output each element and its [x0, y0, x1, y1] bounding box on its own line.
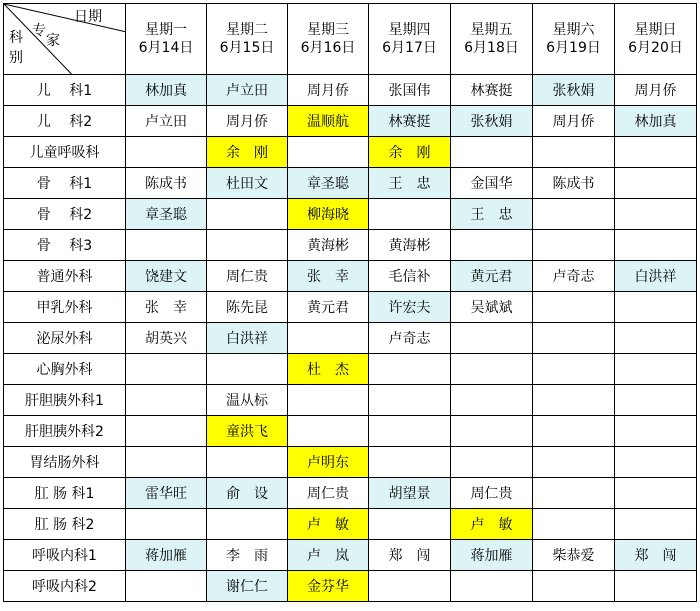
doctor-cell — [451, 354, 533, 385]
doctor-cell — [207, 354, 288, 385]
doctor-cell: 王 忠 — [369, 168, 451, 199]
doctor-cell: 卢立田 — [207, 75, 288, 106]
table-row — [4, 261, 697, 292]
department-cell: 骨 科1 — [4, 168, 126, 199]
doctor-cell: 林赛挺 — [451, 75, 533, 106]
doctor-cell — [126, 416, 207, 447]
table-row — [4, 75, 697, 106]
doctor-cell — [533, 323, 615, 354]
doctor-cell — [615, 323, 697, 354]
doctor-cell: 林赛挺 — [369, 106, 451, 137]
doctor-cell — [288, 323, 369, 354]
day-name: 星期日 — [634, 22, 677, 38]
doctor-cell: 黄海彬 — [369, 230, 451, 261]
table-row — [4, 137, 697, 168]
doctor-cell: 张 幸 — [288, 261, 369, 292]
doctor-cell — [207, 199, 288, 230]
day-header-2 — [207, 4, 288, 75]
doctor-cell: 饶建文 — [126, 261, 207, 292]
day-name: 星期三 — [307, 22, 349, 38]
doctor-cell — [288, 416, 369, 447]
doctor-cell — [126, 230, 207, 261]
doctor-cell — [533, 230, 615, 261]
doctor-cell — [615, 478, 697, 509]
doctor-cell: 王 忠 — [451, 199, 533, 230]
department-cell: 儿童呼吸科 — [4, 137, 126, 168]
table-row — [4, 478, 697, 509]
department-cell: 儿 科2 — [4, 106, 126, 137]
table-row — [4, 416, 697, 447]
department-cell: 骨 科2 — [4, 199, 126, 230]
doctor-cell: 余 刚 — [369, 137, 451, 168]
table-row — [4, 230, 697, 261]
day-date: 6月19日 — [546, 40, 601, 56]
doctor-cell — [126, 571, 207, 602]
table-row — [4, 199, 697, 230]
day-date: 6月18日 — [464, 40, 519, 56]
doctor-cell — [369, 385, 451, 416]
doctor-cell — [533, 478, 615, 509]
doctor-cell — [533, 199, 615, 230]
doctor-cell — [615, 354, 697, 385]
department-cell: 普通外科 — [4, 261, 126, 292]
department-cell: 泌尿外科 — [4, 323, 126, 354]
day-name: 星期一 — [145, 22, 187, 38]
doctor-cell — [533, 416, 615, 447]
department-cell: 肛 肠 科2 — [4, 509, 126, 540]
doctor-cell: 谢仁仁 — [207, 571, 288, 602]
department-cell: 甲乳外科 — [4, 292, 126, 323]
doctor-cell: 金芬华 — [288, 571, 369, 602]
doctor-cell: 温从标 — [207, 385, 288, 416]
doctor-cell — [615, 509, 697, 540]
doctor-cell: 毛信补 — [369, 261, 451, 292]
doctor-cell — [615, 416, 697, 447]
doctor-cell: 胡望景 — [369, 478, 451, 509]
doctor-cell — [533, 354, 615, 385]
department-cell: 骨 科3 — [4, 230, 126, 261]
day-name: 星期二 — [226, 22, 268, 38]
corner-dept-label: 科别 — [9, 30, 23, 66]
department-cell: 胃结肠外科 — [4, 447, 126, 478]
day-header-1 — [126, 4, 207, 75]
doctor-cell: 黄元君 — [451, 261, 533, 292]
table-row — [4, 509, 697, 540]
header-row — [4, 4, 697, 75]
doctor-cell — [615, 199, 697, 230]
doctor-cell: 卢 岚 — [288, 540, 369, 571]
doctor-cell: 余 刚 — [207, 137, 288, 168]
corner-expert-char-1: 专 — [32, 23, 46, 39]
day-header-6 — [533, 4, 615, 75]
doctor-cell — [615, 571, 697, 602]
doctor-cell — [451, 323, 533, 354]
doctor-cell: 郑 闯 — [369, 540, 451, 571]
doctor-cell: 张秋娟 — [533, 75, 615, 106]
day-date: 6月16日 — [300, 40, 356, 56]
doctor-cell — [369, 571, 451, 602]
table-row — [4, 106, 697, 137]
table-row — [4, 168, 697, 199]
day-name: 星期五 — [470, 22, 513, 38]
doctor-cell: 卢 敏 — [451, 509, 533, 540]
day-header-4 — [369, 4, 451, 75]
table-row — [4, 292, 697, 323]
table-row — [4, 323, 697, 354]
doctor-cell — [533, 571, 615, 602]
doctor-cell — [126, 354, 207, 385]
doctor-cell — [207, 230, 288, 261]
doctor-cell: 周仁贵 — [288, 478, 369, 509]
doctor-cell: 陈成书 — [126, 168, 207, 199]
doctor-cell — [369, 199, 451, 230]
doctor-cell: 黄海彬 — [288, 230, 369, 261]
doctor-cell — [533, 137, 615, 168]
department-cell: 肝胆胰外科2 — [4, 416, 126, 447]
doctor-cell — [451, 230, 533, 261]
doctor-cell: 林加真 — [615, 106, 697, 137]
doctor-cell: 白洪祥 — [207, 323, 288, 354]
doctor-cell: 卢 敏 — [288, 509, 369, 540]
doctor-cell — [451, 137, 533, 168]
doctor-cell: 郑 闯 — [615, 540, 697, 571]
doctor-cell: 雷华旺 — [126, 478, 207, 509]
doctor-cell — [126, 447, 207, 478]
doctor-cell: 杜 杰 — [288, 354, 369, 385]
schedule-body — [4, 75, 697, 602]
corner-expert-char-2: 家 — [46, 33, 60, 49]
day-header-7 — [615, 4, 697, 75]
doctor-cell — [369, 447, 451, 478]
doctor-cell — [369, 509, 451, 540]
doctor-cell — [533, 292, 615, 323]
doctor-cell: 许宏夫 — [369, 292, 451, 323]
schedule-table — [3, 3, 697, 602]
doctor-cell — [126, 137, 207, 168]
doctor-cell — [615, 385, 697, 416]
doctor-cell: 周仁贵 — [207, 261, 288, 292]
corner-date-label: 日期 — [74, 9, 102, 25]
doctor-cell: 胡英兴 — [126, 323, 207, 354]
doctor-cell: 卢明东 — [288, 447, 369, 478]
doctor-cell: 卢奇志 — [533, 261, 615, 292]
doctor-cell — [533, 385, 615, 416]
doctor-cell — [126, 509, 207, 540]
doctor-cell: 陈成书 — [533, 168, 615, 199]
day-date: 6月17日 — [382, 40, 437, 56]
doctor-cell — [451, 447, 533, 478]
day-header-3 — [288, 4, 369, 75]
department-cell: 心胸外科 — [4, 354, 126, 385]
doctor-cell: 周月侨 — [207, 106, 288, 137]
doctor-cell — [615, 168, 697, 199]
table-row — [4, 447, 697, 478]
doctor-cell: 蒋加雁 — [451, 540, 533, 571]
department-cell: 肛 肠 科1 — [4, 478, 126, 509]
doctor-cell — [369, 354, 451, 385]
doctor-cell — [288, 137, 369, 168]
doctor-cell — [451, 416, 533, 447]
doctor-cell: 温顺航 — [288, 106, 369, 137]
table-row — [4, 571, 697, 602]
doctor-cell: 周月侨 — [615, 75, 697, 106]
doctor-cell — [288, 385, 369, 416]
doctor-cell — [533, 447, 615, 478]
corner-header-cell — [4, 4, 126, 75]
doctor-cell: 柴恭爱 — [533, 540, 615, 571]
doctor-cell: 蒋加雁 — [126, 540, 207, 571]
day-name: 星期四 — [388, 22, 431, 38]
doctor-cell — [207, 447, 288, 478]
doctor-cell: 张 幸 — [126, 292, 207, 323]
doctor-cell: 张秋娟 — [451, 106, 533, 137]
table-row — [4, 354, 697, 385]
doctor-cell: 章圣聪 — [288, 168, 369, 199]
doctor-cell: 卢立田 — [126, 106, 207, 137]
doctor-cell — [615, 292, 697, 323]
doctor-cell: 周月侨 — [533, 106, 615, 137]
doctor-cell: 黄元君 — [288, 292, 369, 323]
day-date: 6月20日 — [628, 40, 683, 56]
day-name: 星期六 — [552, 22, 595, 38]
doctor-cell: 陈先昆 — [207, 292, 288, 323]
doctor-cell: 张国伟 — [369, 75, 451, 106]
doctor-cell: 俞 设 — [207, 478, 288, 509]
doctor-cell — [615, 447, 697, 478]
doctor-cell: 卢奇志 — [369, 323, 451, 354]
doctor-cell: 李 雨 — [207, 540, 288, 571]
doctor-cell — [451, 571, 533, 602]
table-row — [4, 540, 697, 571]
doctor-cell: 周月侨 — [288, 75, 369, 106]
doctor-cell: 白洪祥 — [615, 261, 697, 292]
doctor-cell — [207, 509, 288, 540]
doctor-cell: 章圣聪 — [126, 199, 207, 230]
doctor-cell — [615, 137, 697, 168]
doctor-cell: 林加真 — [126, 75, 207, 106]
doctor-cell — [533, 509, 615, 540]
table-row — [4, 385, 697, 416]
doctor-cell — [126, 385, 207, 416]
department-cell: 儿 科1 — [4, 75, 126, 106]
doctor-cell: 金国华 — [451, 168, 533, 199]
day-date: 6月14日 — [138, 40, 194, 56]
department-cell: 呼吸内科2 — [4, 571, 126, 602]
department-cell: 呼吸内科1 — [4, 540, 126, 571]
doctor-cell: 柳海晓 — [288, 199, 369, 230]
department-cell: 肝胆胰外科1 — [4, 385, 126, 416]
doctor-cell: 杜田文 — [207, 168, 288, 199]
doctor-cell — [369, 416, 451, 447]
doctor-cell: 童洪飞 — [207, 416, 288, 447]
day-date: 6月15日 — [219, 40, 275, 56]
doctor-cell — [615, 230, 697, 261]
doctor-cell: 吴斌斌 — [451, 292, 533, 323]
doctor-cell — [451, 385, 533, 416]
doctor-cell: 周仁贵 — [451, 478, 533, 509]
day-header-5 — [451, 4, 533, 75]
